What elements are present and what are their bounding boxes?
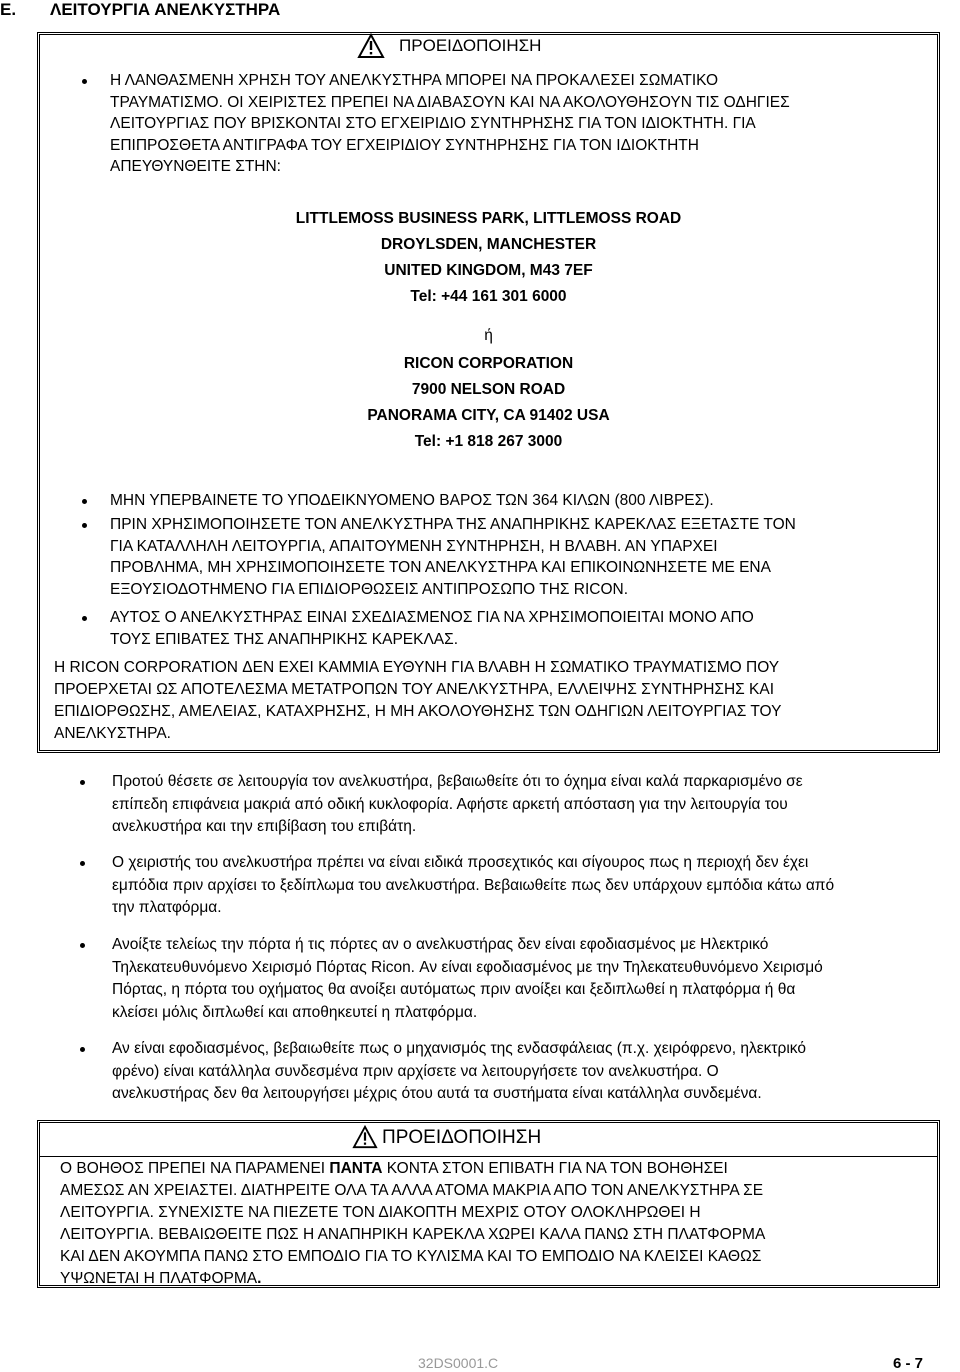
disclaimer-line: Η RICON CORPORATION ΔΕΝ ΕΧΕΙ ΚΑΜΜΙΑ ΕΥΘΥΝΗ ΓΙΑ ΒΛΑΒΗ Η ΣΩΜΑΤΙΚΟ ΤΡΑΥΜΑΤΙΣΜΟ ΠΟΥ (54, 659, 780, 676)
instruction-paragraph (112, 852, 834, 920)
warning-bullet-line: ΕΞΟΥΣΙΟΔΟΤΗΜΕΝΟ ΓΙΑ ΕΠΙΔΙΟΡΘΩΣΕΙΣ ΑΝΤΙΠΡΟΣΩΠΟ ΤΗΣ RICON. (110, 580, 629, 598)
warning-bullet-line: ΑΥΤΟΣ Ο ΑΝΕΛΚΥΣΤΗΡΑΣ ΕΙΝΑΙ ΣΧΕΔΙΑΣΜΕΝΟΣ ΓΙΑ ΝΑ ΧΡΗΣΙΜΟΠΟΙΕΙΤΑΙ ΜΟΝΟ ΑΠΟ (110, 609, 754, 626)
instruction-line: την πλατφόρμα. (112, 899, 222, 916)
instruction-line: φρένο) είναι κατάλληλα συνδεσμένα πριν αρχίσετε να λειτουργήσετε τον ανελκυστήρα. Ο (112, 1062, 719, 1080)
section-heading (0, 0, 280, 20)
warning-bullet (110, 607, 754, 650)
attendant-line (60, 1158, 765, 1180)
instruction-line: κλείσει μόλις διπλωθεί και αποθηκευτεί η πλατφόρμα. (112, 1003, 478, 1021)
attendant-line: ΑΜΕΣΩΣ ΑΝ ΧΡΕΙΑΣΤΕΙ. ΔΙΑΤΗΡΕΙΤΕ ΟΛΑ ΤΑ ΑΛΛΑ ΑΤΟΜΑ ΜΑΚΡΙΑ ΑΠΟ ΤΟΝ ΑΝΕΛΚΥΣΤΗΡΑ ΣΕ (60, 1182, 764, 1199)
instruction-line: Τηλεκατευθυνόμενο Χειρισμό Πόρτας Ricon. Αν είναι εφοδιασμένος με την Τηλεκατευθυνόμενο Χειρισμό (112, 958, 823, 976)
disclaimer-line: ΠΡΟΕΡΧΕΤΑΙ ΩΣ ΑΠΟΤΕΛΕΣΜΑ ΜΕΤΑΤΡΟΠΩΝ ΤΟΥ ΑΝΕΛΚΥΣΤΗΡΑ, ΕΛΛΕΙΨΗΣ ΣΥΝΤΗΡΗΣΗΣ ΚΑΙ (54, 681, 775, 698)
intro-line: ΤΡΑΥΜΑΤΙΣΜΟ. ΟΙ ΧΕΙΡΙΣΤΕΣ ΠΡΕΠΕΙ ΝΑ ΔΙΑΒΑΣΟΥΝ ΚΑΙ ΝΑ ΑΚΟΛΟΥΘΗΣΟΥΝ ΤΙΣ ΟΔΗΓΙΕΣ (110, 93, 790, 111)
instruction-line: Πόρτας, η πόρτα του οχήματος θα ανοίξει αυτόματως πριν ανοίξει και ξεδιπλωθεί η πλατφόρμα ή θα (112, 981, 796, 998)
text-run: ΥΨΩΝΕΤΑΙ Η ΠΛΑΤΦΟΡΜΑ (60, 1270, 258, 1287)
warning-bullet-line: ΜΗΝ ΥΠΕΡΒΑΙΝΕΤΕ ΤΟ ΥΠΟΔΕΙΚΝΥΟΜΕΝΟ ΒΑΡΟΣ ΤΩΝ 364 ΚΙΛΩΝ (800 ΛΙΒΡΕΣ). (110, 492, 714, 509)
text-run: . (257, 1270, 262, 1287)
address-line: Tel: +1 818 267 3000 (414, 433, 563, 450)
document-code: 32DS0001.C (418, 1355, 499, 1371)
address-line: Tel: +44 161 301 6000 (410, 288, 567, 305)
page-number: 6 - 7 (893, 1355, 924, 1372)
intro-line: ΕΠΙΠΡΟΣΘΕΤΑ ΑΝΤΙΓΡΑΦΑ ΤΟΥ ΕΓΧΕΙΡΙΔΙΟΥ ΣΥΝΤΗΡΗΣΗΣ ΓΙΑ ΤΟΝ ΙΔΙΟΚΤΗΤΗ (110, 136, 699, 154)
bullet-dot (80, 780, 85, 785)
intro-paragraph (110, 70, 790, 178)
intro-line: Η ΛΑΝΘΑΣΜΕΝΗ ΧΡΗΣΗ ΤΟΥ ΑΝΕΛΚΥΣΤΗΡΑ ΜΠΟΡΕΙ ΝΑ ΠΡΟΚΑΛΕΣΕΙ ΣΩΜΑΤΙΚΟ (110, 72, 719, 89)
bullet-dot (80, 1047, 85, 1052)
warning-bullet (110, 490, 714, 512)
instruction-line: Ανοίξτε τελείως την πόρτα ή τις πόρτες αν ο ανελκυστήρας δεν είναι εφοδιασμένος με Ηλεκτρικό (112, 936, 769, 953)
warning-title-text: ΠΡΟΕΙΔΟΠΟΙΗΣΗ (382, 1127, 542, 1148)
warning-bullet-line: ΤΟΥΣ ΕΠΙΒΑΤΕΣ ΤΗΣ ΑΝΑΠΗΡΙΚΗΣ ΚΑΡΕΚΛΑΣ. (110, 630, 459, 648)
attendant-line (60, 1268, 765, 1290)
instruction-line: εμπόδια πριν αρχίσει το ξεδίπλωμα του ανελκυστήρα. Βεβαιωθείτε πως δεν υπάρχουν εμπόδια κάτω από (112, 876, 835, 894)
instruction-paragraph (112, 934, 823, 1024)
section-title: ΛΕΙΤΟΥΡΓΙΑ ΑΝΕΛΚΥΣΤΗΡΑ (50, 0, 281, 19)
instruction-paragraph (112, 771, 803, 839)
address-line: DROYLSDEN, MANCHESTER (380, 236, 597, 253)
intro-line: ΑΠΕΥΘΥΝΘΕΙΤΕ ΣΤΗΝ: (110, 158, 281, 175)
disclaimer-line: ΑΝΕΛΚΥΣΤΗΡΑ. (54, 725, 171, 742)
bullet-dot (80, 943, 85, 948)
address-line: 7900 NELSON ROAD (411, 381, 566, 398)
attendant-warning-box (37, 1120, 940, 1288)
instruction-line: Αν είναι εφοδιασμένος, βεβαιωθείτε πως ο μηχανισμός της ενδασφάλειας (π.χ. χειρόφρενο, ηλεκτρικό (112, 1040, 806, 1057)
attendant-line: ΛΕΙΤΟΥΡΓΙΑ. ΣΥΝΕΧΙΣΤΕ ΝΑ ΠΙΕΖΕΤΕ ΤΟΝ ΔΙΑΚΟΠΤΗ ΜΕΧΡΙΣ ΟΤΟΥ ΟΛΟΚΛΗΡΩΘΕΙ Η (60, 1204, 701, 1221)
attendant-line: ΚΑΙ ΔΕΝ ΑΚΟΥΜΠΑ ΠΑΝΩ ΣΤΟ ΕΜΠΟΔΙΟ ΓΙΑ ΤΟ ΚΥΛΙΣΜΑ ΚΑΙ ΤΟ ΕΜΠΟΔΙΟ ΝΑ ΚΛΕΙΣΕΙ ΚΑΘΩΣ (60, 1248, 762, 1265)
instruction-line: επίπεδη επιφάνεια μακριά από οδική κυκλοφορία. Αφήστε αρκετή απόσταση για την λειτουργία του (112, 795, 788, 813)
address-line: RICON CORPORATION (403, 355, 574, 372)
warning-title-text: ΠΡΟΕΙΔΟΠΟΙΗΣΗ (399, 36, 542, 55)
warning-triangle-icon (357, 33, 385, 59)
warning-bullet (110, 514, 796, 600)
or-separator: ή (484, 327, 493, 344)
bullet-dot (82, 523, 87, 528)
intro-line: ΛΕΙΤΟΥΡΓΙΑΣ ΠΟΥ ΒΡΙΣΚΟΝΤΑΙ ΣΤΟ ΕΓΧΕΙΡΙΔΙΟ ΣΥΝΤΗΡΗΣΗΣ ΓΙΑ ΤΟΝ ΙΔΙΟΚΤΗΤΗ. ΓΙΑ (110, 115, 756, 132)
address-line: UNITED KINGDOM, M43 7EF (384, 262, 593, 279)
bullet-dot (80, 861, 85, 866)
liability-disclaimer (54, 657, 781, 745)
warning-bullet-line: ΓΙΑ ΚΑΤΑΛΛΗΛΗ ΛΕΙΤΟΥΡΓΙΑ, ΑΠΑΙΤΟΥΜΕΝΗ ΣΥΝΤΗΡΗΣΗ, Η ΒΛΑΒΗ. ΑΝ ΥΠΑΡΧΕΙ (110, 537, 718, 555)
bullet-dot (82, 616, 87, 621)
warning-bullet-line: ΠΡΙΝ ΧΡΗΣΙΜΟΠΟΙΗΣΕΤΕ ΤΟΝ ΑΝΕΛΚΥΣΤΗΡΑ ΤΗΣ ΑΝΑΠΗΡΙΚΗΣ ΚΑΡΕΚΛΑΣ ΕΞΕΤΑΣΤΕ ΤΟΝ (110, 516, 796, 533)
attendant-line: ΛΕΙΤΟΥΡΓΙΑ. ΒΕΒΑΙΩΘΕΙΤΕ ΠΩΣ Η ΑΝΑΠΗΡΙΚΗ ΚΑΡΕΚΛΑ ΧΩΡΕΙ ΚΑΛΑ ΠΑΝΩ ΣΤΗ ΠΛΑΤΦΟΡΜΑ (60, 1226, 766, 1243)
disclaimer-line: ΕΠΙΔΙΟΡΘΩΣΗΣ, ΑΜΕΛΕΙΑΣ, ΚΑΤΑΧΡΗΣΗΣ, Η ΜΗ ΑΚΟΛΟΥΘΗΣΗΣ ΤΩΝ ΟΔΗΓΙΩΝ ΛΕΙΤΟΥΡΓΙΑΣ ΤΟΥ (54, 703, 782, 720)
attendant-warning-text (60, 1158, 765, 1290)
text-run: Ο ΒΟΗΘΟΣ ΠΡΕΠΕΙ ΝΑ ΠΑΡΑΜΕΝΕΙ (60, 1160, 330, 1177)
divider (40, 1156, 937, 1157)
instruction-line: Προτού θέσετε σε λειτουργία τον ανελκυστήρα, βεβαιωθείτε ότι το όχημα είναι καλά παρκαρισμένο σε (112, 773, 803, 790)
address-line: LITTLEMOSS BUSINESS PARK, LITTLEMOSS ROAD (295, 210, 682, 227)
bullet-dot (82, 79, 87, 84)
instruction-paragraph (112, 1038, 806, 1106)
address-line: PANORAMA CITY, CA 91402 USA (367, 407, 610, 424)
text-run: ΚΟΝΤΑ ΣΤΟΝ ΕΠΙΒΑΤΗ ΓΙΑ ΝΑ ΤΟΝ ΒΟΗΘΗΣΕΙ (382, 1160, 728, 1177)
instruction-line: Ο χειριστής του ανελκυστήρα πρέπει να είναι ειδικά προσεχτικός και σίγουρος πως η περιοχή δεν έχει (112, 854, 809, 871)
instruction-line: ανελκυστήρας δεν θα λειτουργήσει μέχρις ότου αυτά τα συστήματα είναι κατάλληλα συνδεμένα. (112, 1085, 762, 1102)
address-block-usa (40, 351, 937, 455)
address-block-uk (40, 206, 937, 310)
section-letter: E. (0, 0, 17, 19)
warning-box (37, 32, 940, 753)
bullet-dot (82, 499, 87, 504)
instruction-line: ανελκυστήρα και την επιβίβαση του επιβάτη. (112, 818, 417, 835)
emphasis-always: ΠΑΝΤΑ (329, 1160, 383, 1177)
warning-triangle-icon (352, 1125, 378, 1149)
warning-bullet-line: ΠΡΟΒΛΗΜΑ, ΜΗ ΧΡΗΣΙΜΟΠΟΙΗΣΕΤΕ ΤΟΝ ΑΝΕΛΚΥΣΤΗΡΑ ΚΑΙ ΕΠΙΚΟΙΝΩΝΗΣΕΤΕ ΜΕ ΕΝΑ (110, 559, 771, 576)
